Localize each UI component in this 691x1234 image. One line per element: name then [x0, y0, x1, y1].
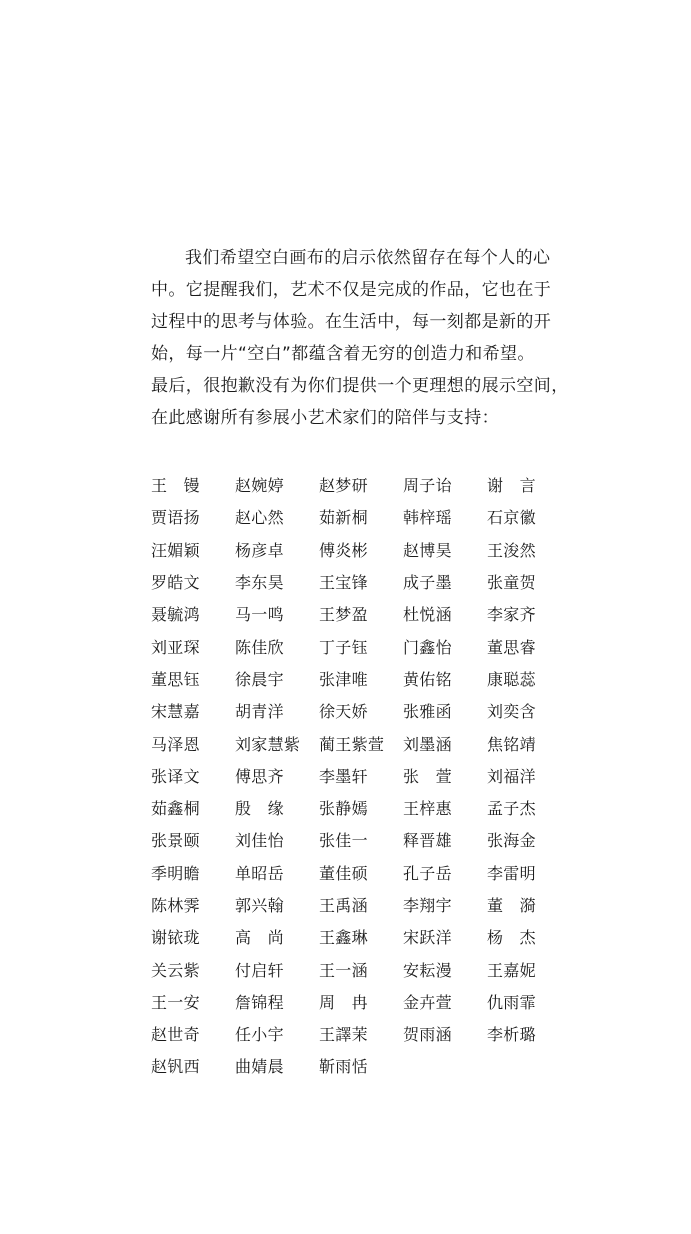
participant-name: 刘亚琛	[151, 637, 200, 657]
participant-name: 刘奕含	[487, 702, 536, 722]
participant-name: 胡青洋	[235, 702, 284, 722]
participant-name: 丁子钰	[319, 637, 368, 657]
participant-name: 赵梦研	[319, 476, 368, 496]
participant-name: 李析璐	[487, 1025, 536, 1045]
intro-paragraph	[151, 242, 569, 434]
participant-name: 王一安	[151, 992, 200, 1012]
participant-name: 周 冉	[319, 992, 368, 1012]
participant-name: 张译文	[151, 766, 200, 786]
participant-name: 罗皓文	[151, 573, 200, 593]
participant-name: 刘墨涵	[403, 734, 452, 754]
participant-name: 李翔宇	[403, 896, 452, 915]
participant-name: 焦铭靖	[487, 734, 536, 754]
participant-name: 聂毓鸿	[151, 605, 200, 625]
participant-name: 赵婉婷	[235, 476, 284, 496]
participant-name: 孟子杰	[487, 799, 536, 819]
participant-name: 詹锦程	[235, 992, 284, 1012]
participant-name: 康聪蕊	[487, 669, 536, 689]
participant-name: 张津唯	[319, 669, 368, 689]
participant-name: 宋跃洋	[403, 928, 452, 948]
names-row	[151, 502, 551, 534]
participant-name: 高 尚	[235, 928, 284, 948]
participant-name: 孔子岳	[403, 863, 452, 883]
participant-name: 赵世奇	[151, 1025, 200, 1045]
participant-name: 刘福洋	[487, 766, 536, 786]
participant-name: 杨彦卓	[235, 540, 284, 560]
participant-name: 殷 缘	[235, 799, 284, 819]
participant-name: 刘佳怡	[235, 831, 284, 851]
names-row	[151, 825, 551, 857]
participant-name: 傅思齐	[235, 766, 284, 786]
participant-name: 刘家慧紫	[235, 734, 301, 754]
participant-name: 韩梓瑶	[403, 508, 452, 528]
participant-name: 李家齐	[487, 605, 536, 625]
participant-name: 张佳一	[319, 831, 368, 851]
participant-name: 张景颐	[151, 831, 200, 851]
participant-name: 单昭岳	[235, 863, 284, 883]
participant-name: 安耘漫	[403, 960, 452, 980]
names-row	[151, 922, 551, 954]
intro-line: 中。它提醒我们，艺术不仅是完成的作品，它也在于	[151, 280, 552, 300]
names-row	[151, 535, 551, 567]
participant-name: 王鑫琳	[319, 928, 368, 948]
participant-name: 马一鸣	[235, 605, 284, 625]
participant-name: 曲婧晨	[235, 1057, 284, 1077]
participant-name: 宋慧嘉	[151, 702, 200, 722]
participant-name: 付启轩	[235, 960, 284, 980]
participant-name: 王浚然	[487, 540, 536, 560]
participant-name: 王一涵	[319, 960, 368, 980]
participant-name: 王禹涵	[319, 896, 368, 915]
participant-name: 王梦盈	[319, 605, 368, 625]
participant-name: 石京徽	[487, 508, 536, 528]
participant-name: 郭兴翰	[235, 896, 284, 915]
participant-name: 李墨轩	[319, 766, 368, 786]
names-row	[151, 567, 551, 599]
participant-name: 徐晨宇	[235, 669, 284, 689]
participant-name: 杨 杰	[487, 928, 536, 948]
names-row	[151, 696, 551, 728]
participant-name: 董思睿	[487, 637, 536, 657]
participant-names-grid	[151, 470, 551, 1084]
participant-name: 张 萱	[403, 766, 452, 786]
participant-name: 汪媚颖	[151, 540, 200, 560]
names-row	[151, 599, 551, 631]
participant-name: 贺雨涵	[403, 1025, 452, 1045]
participant-name: 张静嫣	[319, 799, 368, 819]
participant-name: 李东昊	[235, 573, 284, 593]
participant-name: 赵博昊	[403, 540, 452, 560]
participant-name: 谢铱珑	[151, 928, 200, 948]
intro-line: 始，每一片“空白”都蕴含着无穷的创造力和希望。	[151, 344, 535, 364]
participant-name: 赵心然	[235, 508, 284, 528]
intro-line: 过程中的思考与体验。在生活中，每一刻都是新的开	[151, 312, 552, 332]
names-row	[151, 728, 551, 760]
participant-name: 马泽恩	[151, 734, 200, 754]
participant-name: 傅炎彬	[319, 540, 368, 560]
names-row	[151, 987, 551, 1019]
names-row	[151, 954, 551, 986]
participant-name: 季明瞻	[151, 863, 200, 883]
participant-name: 关云紫	[151, 960, 200, 980]
names-row	[151, 1051, 551, 1083]
participant-name: 成子墨	[403, 573, 452, 593]
intro-line: 在此感谢所有参展小艺术家们的陪伴与支持：	[151, 408, 499, 428]
participant-name: 张海金	[487, 831, 536, 851]
participant-name: 释晋雄	[403, 831, 452, 851]
names-row	[151, 470, 551, 502]
participant-name: 任小宇	[235, 1025, 284, 1045]
intro-line: 最后，很抱歉没有为你们提供一个更理想的展示空间，	[151, 376, 569, 396]
participant-name: 王 镘	[151, 476, 200, 496]
participant-name: 黄佑铭	[403, 669, 452, 689]
participant-name: 董思钰	[151, 669, 200, 689]
participant-name: 王梓惠	[403, 799, 452, 819]
participant-name: 仇雨霏	[487, 992, 536, 1012]
participant-name: 谢 言	[487, 476, 536, 496]
intro-line: 我们希望空白画布的启示依然留存在每个人的心	[185, 248, 551, 268]
participant-name: 王嘉妮	[487, 960, 536, 980]
names-row	[151, 761, 551, 793]
participant-name: 赵钒西	[151, 1057, 200, 1077]
participant-name: 徐天娇	[319, 702, 368, 722]
participant-name: 陈佳欣	[235, 637, 284, 657]
participant-name: 张雅函	[403, 702, 452, 722]
participant-name: 金卉萱	[403, 992, 452, 1012]
participant-name: 杜悦涵	[403, 605, 452, 625]
participant-name: 王譯茉	[319, 1025, 368, 1045]
participant-name: 李雷明	[487, 863, 536, 883]
participant-name: 门鑫怡	[403, 637, 452, 657]
participant-name: 王宝锋	[319, 573, 368, 593]
names-row	[151, 631, 551, 663]
names-row	[151, 793, 551, 825]
participant-name: 茹鑫桐	[151, 799, 200, 819]
participant-name: 蔺王紫萱	[319, 734, 385, 754]
names-row	[151, 1019, 551, 1051]
participant-name: 董 漪	[487, 896, 536, 915]
participant-name: 陈林霁	[151, 896, 200, 915]
participant-name: 周子诒	[403, 476, 452, 496]
names-row	[151, 890, 551, 922]
participant-name: 董佳硕	[319, 863, 368, 883]
names-row	[151, 664, 551, 696]
participant-name: 靳雨恬	[319, 1057, 368, 1077]
names-row	[151, 858, 551, 890]
participant-name: 张童贺	[487, 573, 536, 593]
participant-name: 茹新桐	[319, 508, 368, 528]
participant-name: 贾语扬	[151, 508, 200, 528]
